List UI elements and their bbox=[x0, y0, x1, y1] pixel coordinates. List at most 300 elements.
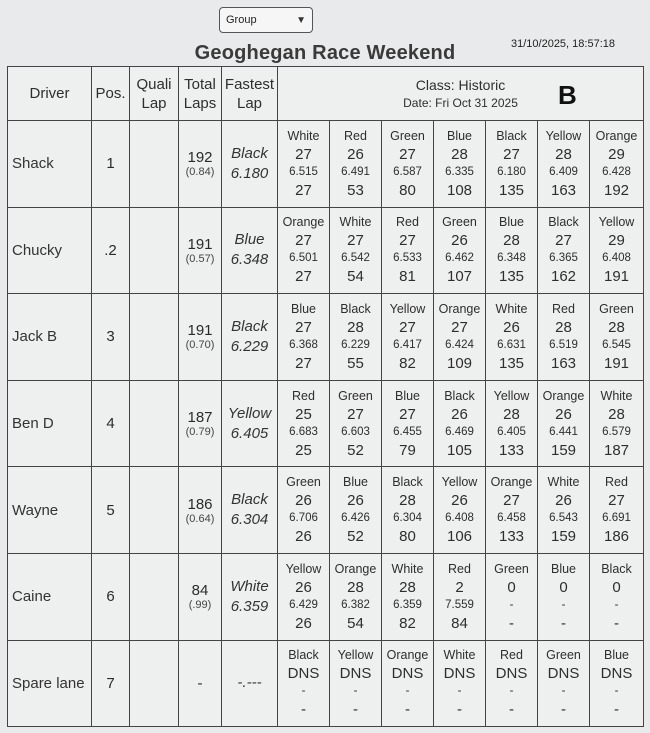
heat-best-time: 6.706 bbox=[289, 512, 318, 525]
total-laps-value: 192 bbox=[187, 149, 213, 167]
heat-best-time: - bbox=[561, 685, 566, 698]
table-row bbox=[8, 640, 644, 727]
heat-laps: 27 bbox=[347, 405, 364, 423]
driver-name-text: Chucky bbox=[12, 241, 63, 259]
heat-lane-color: Green bbox=[286, 475, 321, 490]
heat-laps: 27 bbox=[503, 492, 520, 510]
heat-laps: 27 bbox=[399, 145, 416, 163]
total-laps bbox=[179, 640, 222, 727]
heat-best-time: - bbox=[353, 685, 358, 698]
fastest-lap-time: 6.180 bbox=[230, 164, 269, 182]
heat-laps: 27 bbox=[555, 232, 572, 250]
heat-lane-color: Black bbox=[392, 475, 423, 490]
heat-lane-color: Green bbox=[546, 648, 581, 663]
heat-cell bbox=[330, 207, 382, 294]
heat-cell bbox=[330, 121, 382, 208]
heat-lane-color: Red bbox=[500, 648, 523, 663]
heat-best-time: 6.417 bbox=[393, 338, 422, 351]
total-laps-value: 187 bbox=[187, 409, 213, 427]
fastest-lap bbox=[222, 553, 278, 640]
heat-running-total: 53 bbox=[347, 181, 364, 199]
heat-laps: DNS bbox=[339, 665, 372, 683]
heat-lane-color: White bbox=[391, 561, 424, 576]
quali-lap bbox=[130, 121, 179, 208]
position bbox=[92, 121, 130, 208]
heat-cell bbox=[486, 380, 538, 467]
total-laps-value: 186 bbox=[187, 495, 213, 513]
heat-lane-color: White bbox=[600, 388, 633, 403]
heat-cell bbox=[330, 640, 382, 727]
heat-best-time: 6.469 bbox=[445, 425, 474, 438]
fastest-lap bbox=[222, 380, 278, 467]
position-text: 6 bbox=[106, 588, 115, 606]
fastest-lane-color: Black bbox=[231, 144, 268, 162]
heat-lane-color: Yellow bbox=[389, 301, 426, 316]
heat-laps: 0 bbox=[612, 578, 621, 596]
driver-name-text: Caine bbox=[12, 588, 52, 606]
heat-lane-color: Blue bbox=[342, 475, 369, 490]
quali-lap bbox=[130, 380, 179, 467]
heat-laps: 26 bbox=[347, 145, 364, 163]
heat-laps: 27 bbox=[399, 318, 416, 336]
heat-best-time: 6.455 bbox=[393, 425, 422, 438]
header-driver: Driver bbox=[8, 67, 92, 121]
heat-running-total: 84 bbox=[451, 614, 468, 632]
heat-running-total: 25 bbox=[295, 441, 312, 459]
heat-best-time: 6.462 bbox=[445, 252, 474, 265]
heat-running-total: 55 bbox=[347, 354, 364, 372]
heat-running-total: - bbox=[509, 701, 514, 719]
heat-lane-color: Black bbox=[496, 128, 527, 143]
heat-cell bbox=[278, 294, 330, 381]
driver-name bbox=[8, 553, 92, 640]
position-text: 3 bbox=[106, 328, 115, 346]
gap-value: (0.79) bbox=[185, 426, 215, 439]
heat-running-total: 81 bbox=[399, 268, 416, 286]
heat-lane-color: Green bbox=[390, 128, 425, 143]
total-laps bbox=[179, 207, 222, 294]
heat-lane-color: Blue bbox=[290, 301, 317, 316]
heat-best-time: 6.424 bbox=[445, 338, 474, 351]
heat-lane-color: Black bbox=[340, 301, 371, 316]
heat-laps: 26 bbox=[451, 405, 468, 423]
header-class-info bbox=[278, 67, 644, 121]
heat-cell bbox=[434, 553, 486, 640]
fastest-lap bbox=[222, 207, 278, 294]
fastest-lap-time: 6.304 bbox=[230, 511, 269, 529]
driver-name bbox=[8, 467, 92, 554]
heat-cell bbox=[538, 380, 590, 467]
heat-laps: 26 bbox=[295, 578, 312, 596]
heat-lane-color: Orange bbox=[386, 648, 429, 663]
heat-best-time: 6.365 bbox=[549, 252, 578, 265]
heat-running-total: 162 bbox=[550, 268, 577, 286]
heat-laps: 28 bbox=[555, 318, 572, 336]
heat-lane-color: Red bbox=[552, 301, 575, 316]
heat-laps: 28 bbox=[608, 318, 625, 336]
heat-lane-color: Yellow bbox=[337, 648, 374, 663]
heat-lane-color: Green bbox=[599, 301, 634, 316]
heat-cell bbox=[382, 467, 434, 554]
heat-best-time: 6.382 bbox=[341, 598, 370, 611]
heat-cell bbox=[434, 467, 486, 554]
heat-laps: 29 bbox=[608, 145, 625, 163]
heat-laps: 26 bbox=[555, 492, 572, 510]
heat-cell bbox=[486, 640, 538, 727]
class-label: Class: Historic bbox=[415, 76, 506, 93]
heat-lane-color: Black bbox=[288, 648, 319, 663]
heat-cell bbox=[538, 121, 590, 208]
heat-cell bbox=[590, 380, 644, 467]
results-table bbox=[7, 66, 644, 727]
heat-lane-color: White bbox=[339, 215, 372, 230]
heat-cell bbox=[486, 207, 538, 294]
heat-running-total: 26 bbox=[295, 528, 312, 546]
fastest-lap-time: 6.405 bbox=[230, 424, 269, 442]
total-laps-value: 84 bbox=[191, 582, 209, 600]
total-laps bbox=[179, 294, 222, 381]
heat-cell bbox=[278, 640, 330, 727]
total-laps bbox=[179, 121, 222, 208]
heat-laps: 0 bbox=[559, 578, 568, 596]
heat-running-total: - bbox=[405, 701, 410, 719]
heat-best-time: 6.631 bbox=[497, 338, 526, 351]
heat-running-total: 82 bbox=[399, 614, 416, 632]
table-row bbox=[8, 467, 644, 554]
heat-running-total: - bbox=[301, 701, 306, 719]
heat-best-time: 6.409 bbox=[549, 165, 578, 178]
heat-laps: 26 bbox=[347, 492, 364, 510]
position-text: 7 bbox=[106, 674, 115, 692]
heat-laps: 29 bbox=[608, 232, 625, 250]
total-laps-value: 191 bbox=[187, 322, 213, 340]
fastest-lap-time: 6.359 bbox=[230, 597, 269, 615]
heat-laps: 28 bbox=[555, 145, 572, 163]
heat-best-time: 6.603 bbox=[341, 425, 370, 438]
fastest-lane-color: Black bbox=[231, 491, 268, 509]
heat-lane-color: Blue bbox=[498, 215, 525, 230]
heat-best-time: - bbox=[509, 685, 514, 698]
heat-best-time: 6.533 bbox=[393, 252, 422, 265]
heat-cell bbox=[434, 640, 486, 727]
heat-best-time: - bbox=[509, 598, 514, 611]
heat-laps: DNS bbox=[287, 665, 320, 683]
position bbox=[92, 640, 130, 727]
heat-cell bbox=[590, 207, 644, 294]
heat-best-time: 6.428 bbox=[602, 165, 631, 178]
heat-lane-color: Orange bbox=[490, 475, 533, 490]
driver-name-text: Ben D bbox=[12, 415, 54, 433]
heat-lane-color: Green bbox=[338, 388, 373, 403]
heat-cell bbox=[434, 121, 486, 208]
heat-lane-color: Orange bbox=[542, 388, 585, 403]
driver-name bbox=[8, 121, 92, 208]
heat-lane-color: Black bbox=[601, 561, 632, 576]
position bbox=[92, 553, 130, 640]
heat-lane-color: Green bbox=[442, 215, 477, 230]
heat-cell bbox=[278, 207, 330, 294]
position bbox=[92, 207, 130, 294]
heat-best-time: 6.458 bbox=[497, 512, 526, 525]
heat-best-time: 6.519 bbox=[549, 338, 578, 351]
heat-cell bbox=[538, 207, 590, 294]
heat-laps: 28 bbox=[347, 318, 364, 336]
heat-best-time: 6.229 bbox=[341, 338, 370, 351]
heat-lane-color: Blue bbox=[550, 561, 577, 576]
quali-lap bbox=[130, 640, 179, 727]
heat-running-total: 80 bbox=[399, 181, 416, 199]
page-title: Geoghegan Race Weekend bbox=[194, 42, 456, 64]
position-text: .2 bbox=[104, 241, 117, 259]
heat-running-total: 54 bbox=[347, 268, 364, 286]
heat-best-time: - bbox=[561, 598, 566, 611]
position bbox=[92, 294, 130, 381]
heat-laps: DNS bbox=[600, 665, 633, 683]
heat-best-time: - bbox=[614, 685, 619, 698]
heat-lane-color: Orange bbox=[334, 561, 377, 576]
heat-laps: 0 bbox=[507, 578, 516, 596]
heat-lane-color: Black bbox=[548, 215, 579, 230]
heat-cell bbox=[330, 380, 382, 467]
heat-cell bbox=[330, 294, 382, 381]
heat-best-time: 6.441 bbox=[549, 425, 578, 438]
heat-cell bbox=[538, 294, 590, 381]
heat-lane-color: Orange bbox=[595, 128, 638, 143]
heat-lane-color: Red bbox=[344, 128, 367, 143]
race-date: Date: Fri Oct 31 2025 bbox=[403, 95, 518, 110]
heat-lane-color: White bbox=[495, 301, 528, 316]
heat-running-total: 26 bbox=[295, 614, 312, 632]
heat-cell bbox=[590, 121, 644, 208]
driver-name-text: Spare lane bbox=[12, 674, 85, 692]
heat-lane-color: Yellow bbox=[285, 561, 322, 576]
heat-laps: 26 bbox=[295, 492, 312, 510]
heat-cell bbox=[278, 467, 330, 554]
heat-best-time: 6.429 bbox=[289, 598, 318, 611]
heat-cell bbox=[382, 640, 434, 727]
position-text: 5 bbox=[106, 501, 115, 519]
heat-running-total: 79 bbox=[399, 441, 416, 459]
heat-running-total: 163 bbox=[550, 354, 577, 372]
driver-name bbox=[8, 640, 92, 727]
heat-laps: 27 bbox=[295, 145, 312, 163]
heat-running-total: 80 bbox=[399, 528, 416, 546]
heat-laps: 28 bbox=[451, 145, 468, 163]
heat-running-total: 27 bbox=[295, 181, 312, 199]
gap-value: (0.64) bbox=[185, 512, 215, 525]
driver-name bbox=[8, 294, 92, 381]
driver-name-text: Jack B bbox=[12, 328, 58, 346]
heat-cell bbox=[538, 640, 590, 727]
heat-best-time: 6.579 bbox=[602, 425, 631, 438]
heat-lane-color: Green bbox=[494, 561, 529, 576]
heat-running-total: 186 bbox=[603, 528, 630, 546]
heat-lane-color: Blue bbox=[394, 388, 421, 403]
heat-laps: DNS bbox=[391, 665, 424, 683]
heat-cell bbox=[278, 553, 330, 640]
heat-laps: 27 bbox=[503, 145, 520, 163]
heat-cell bbox=[590, 640, 644, 727]
heat-running-total: 133 bbox=[498, 528, 525, 546]
heat-laps: 28 bbox=[503, 405, 520, 423]
heat-laps: DNS bbox=[495, 665, 528, 683]
fastest-lap bbox=[222, 467, 278, 554]
table-row bbox=[8, 121, 644, 208]
heat-running-total: 106 bbox=[446, 528, 473, 546]
header-quali: Quali Lap bbox=[130, 67, 179, 121]
heat-laps: DNS bbox=[443, 665, 476, 683]
total-laps-value: 191 bbox=[187, 235, 213, 253]
heat-laps: 26 bbox=[503, 318, 520, 336]
heat-lane-color: Yellow bbox=[598, 215, 635, 230]
heat-lane-color: Yellow bbox=[545, 128, 582, 143]
heat-cell bbox=[434, 294, 486, 381]
total-laps bbox=[179, 467, 222, 554]
heat-laps: 28 bbox=[608, 405, 625, 423]
heat-lane-color: Red bbox=[605, 475, 628, 490]
heat-best-time: 7.559 bbox=[445, 598, 474, 611]
heat-running-total: 159 bbox=[550, 528, 577, 546]
heat-cell bbox=[278, 380, 330, 467]
heat-running-total: - bbox=[614, 614, 619, 632]
heat-lane-color: Orange bbox=[438, 301, 481, 316]
heat-running-total: - bbox=[509, 614, 514, 632]
heat-cell bbox=[486, 467, 538, 554]
heat-cell bbox=[486, 553, 538, 640]
header-fastest: Fastest Lap bbox=[222, 67, 278, 121]
heat-best-time: 6.587 bbox=[393, 165, 422, 178]
heat-laps: DNS bbox=[547, 665, 580, 683]
group-select[interactable] bbox=[219, 7, 313, 33]
quali-lap bbox=[130, 207, 179, 294]
heat-cell bbox=[590, 294, 644, 381]
heat-best-time: 6.501 bbox=[289, 252, 318, 265]
table-row bbox=[8, 380, 644, 467]
heat-lane-color: Blue bbox=[603, 648, 630, 663]
heat-cell bbox=[330, 553, 382, 640]
heat-running-total: 52 bbox=[347, 528, 364, 546]
timestamp: 31/10/2025, 18:57:18 bbox=[511, 38, 615, 50]
driver-name-text: Shack bbox=[12, 155, 54, 173]
heat-laps: 2 bbox=[455, 578, 464, 596]
heat-running-total: 109 bbox=[446, 354, 473, 372]
heat-running-total: - bbox=[561, 701, 566, 719]
heat-laps: 26 bbox=[555, 405, 572, 423]
heat-running-total: - bbox=[457, 701, 462, 719]
position-text: 1 bbox=[106, 155, 115, 173]
driver-name bbox=[8, 207, 92, 294]
heat-lane-color: Yellow bbox=[441, 475, 478, 490]
table-row bbox=[8, 553, 644, 640]
heat-running-total: 135 bbox=[498, 181, 525, 199]
fastest-lane-color: Black bbox=[231, 317, 268, 335]
heat-cell bbox=[538, 553, 590, 640]
chevron-down-icon: ▼ bbox=[296, 14, 306, 26]
heat-lane-color: Red bbox=[448, 561, 471, 576]
heat-cell bbox=[382, 380, 434, 467]
heat-running-total: 108 bbox=[446, 181, 473, 199]
heat-laps: 27 bbox=[399, 405, 416, 423]
heat-cell bbox=[382, 553, 434, 640]
heat-cell bbox=[590, 467, 644, 554]
heat-best-time: 6.405 bbox=[497, 425, 526, 438]
heat-cell bbox=[278, 121, 330, 208]
heat-running-total: - bbox=[614, 701, 619, 719]
heat-best-time: 6.180 bbox=[497, 165, 526, 178]
driver-name-text: Wayne bbox=[12, 501, 59, 519]
heat-best-time: 6.335 bbox=[445, 165, 474, 178]
heat-lane-color: Red bbox=[396, 215, 419, 230]
heat-running-total: 159 bbox=[550, 441, 577, 459]
heat-laps: 27 bbox=[295, 232, 312, 250]
fastest-lap bbox=[222, 294, 278, 381]
heat-running-total: 82 bbox=[399, 354, 416, 372]
heat-lane-color: Orange bbox=[282, 215, 325, 230]
heat-cell bbox=[434, 207, 486, 294]
heat-best-time: 6.359 bbox=[393, 598, 422, 611]
total-laps bbox=[179, 380, 222, 467]
fastest-lap-time: 6.229 bbox=[230, 337, 269, 355]
heat-running-total: 52 bbox=[347, 441, 364, 459]
heat-cell bbox=[486, 294, 538, 381]
heat-lane-color: Black bbox=[444, 388, 475, 403]
heat-laps: 26 bbox=[451, 232, 468, 250]
heat-running-total: 135 bbox=[498, 268, 525, 286]
heat-running-total: 191 bbox=[603, 268, 630, 286]
group-select-value: Group bbox=[226, 14, 257, 26]
heat-running-total: 133 bbox=[498, 441, 525, 459]
heat-lane-color: White bbox=[547, 475, 580, 490]
heat-best-time: - bbox=[457, 685, 462, 698]
fastest-lane-color: Yellow bbox=[227, 404, 272, 422]
heat-running-total: 27 bbox=[295, 268, 312, 286]
heat-running-total: 27 bbox=[295, 354, 312, 372]
heat-laps: 28 bbox=[399, 578, 416, 596]
heat-best-time: 6.368 bbox=[289, 338, 318, 351]
heat-lane-color: Blue bbox=[446, 128, 473, 143]
fastest-lap-time: -.--- bbox=[237, 674, 262, 692]
heat-running-total: 192 bbox=[603, 181, 630, 199]
header-pos: Pos. bbox=[92, 67, 130, 121]
total-laps-value: - bbox=[197, 674, 203, 692]
heat-cell bbox=[382, 207, 434, 294]
fastest-lane-color: White bbox=[230, 577, 269, 595]
heat-laps: 27 bbox=[347, 232, 364, 250]
heat-running-total: 105 bbox=[446, 441, 473, 459]
heat-laps: 27 bbox=[399, 232, 416, 250]
heat-running-total: 135 bbox=[498, 354, 525, 372]
quali-lap bbox=[130, 553, 179, 640]
gap-value: (0.57) bbox=[185, 252, 215, 265]
heat-best-time: 6.426 bbox=[341, 512, 370, 525]
quali-lap bbox=[130, 294, 179, 381]
heat-lane-color: White bbox=[287, 128, 320, 143]
heat-best-time: 6.545 bbox=[602, 338, 631, 351]
heat-best-time: - bbox=[301, 685, 306, 698]
heat-best-time: - bbox=[405, 685, 410, 698]
heat-laps: 26 bbox=[451, 492, 468, 510]
table-row bbox=[8, 207, 644, 294]
heat-laps: 27 bbox=[295, 318, 312, 336]
heat-running-total: 54 bbox=[347, 614, 364, 632]
heat-best-time: 6.542 bbox=[341, 252, 370, 265]
heat-running-total: - bbox=[353, 701, 358, 719]
heat-laps: 28 bbox=[399, 492, 416, 510]
quali-lap bbox=[130, 467, 179, 554]
heat-running-total: 187 bbox=[603, 441, 630, 459]
total-laps bbox=[179, 553, 222, 640]
heat-laps: 25 bbox=[295, 405, 312, 423]
